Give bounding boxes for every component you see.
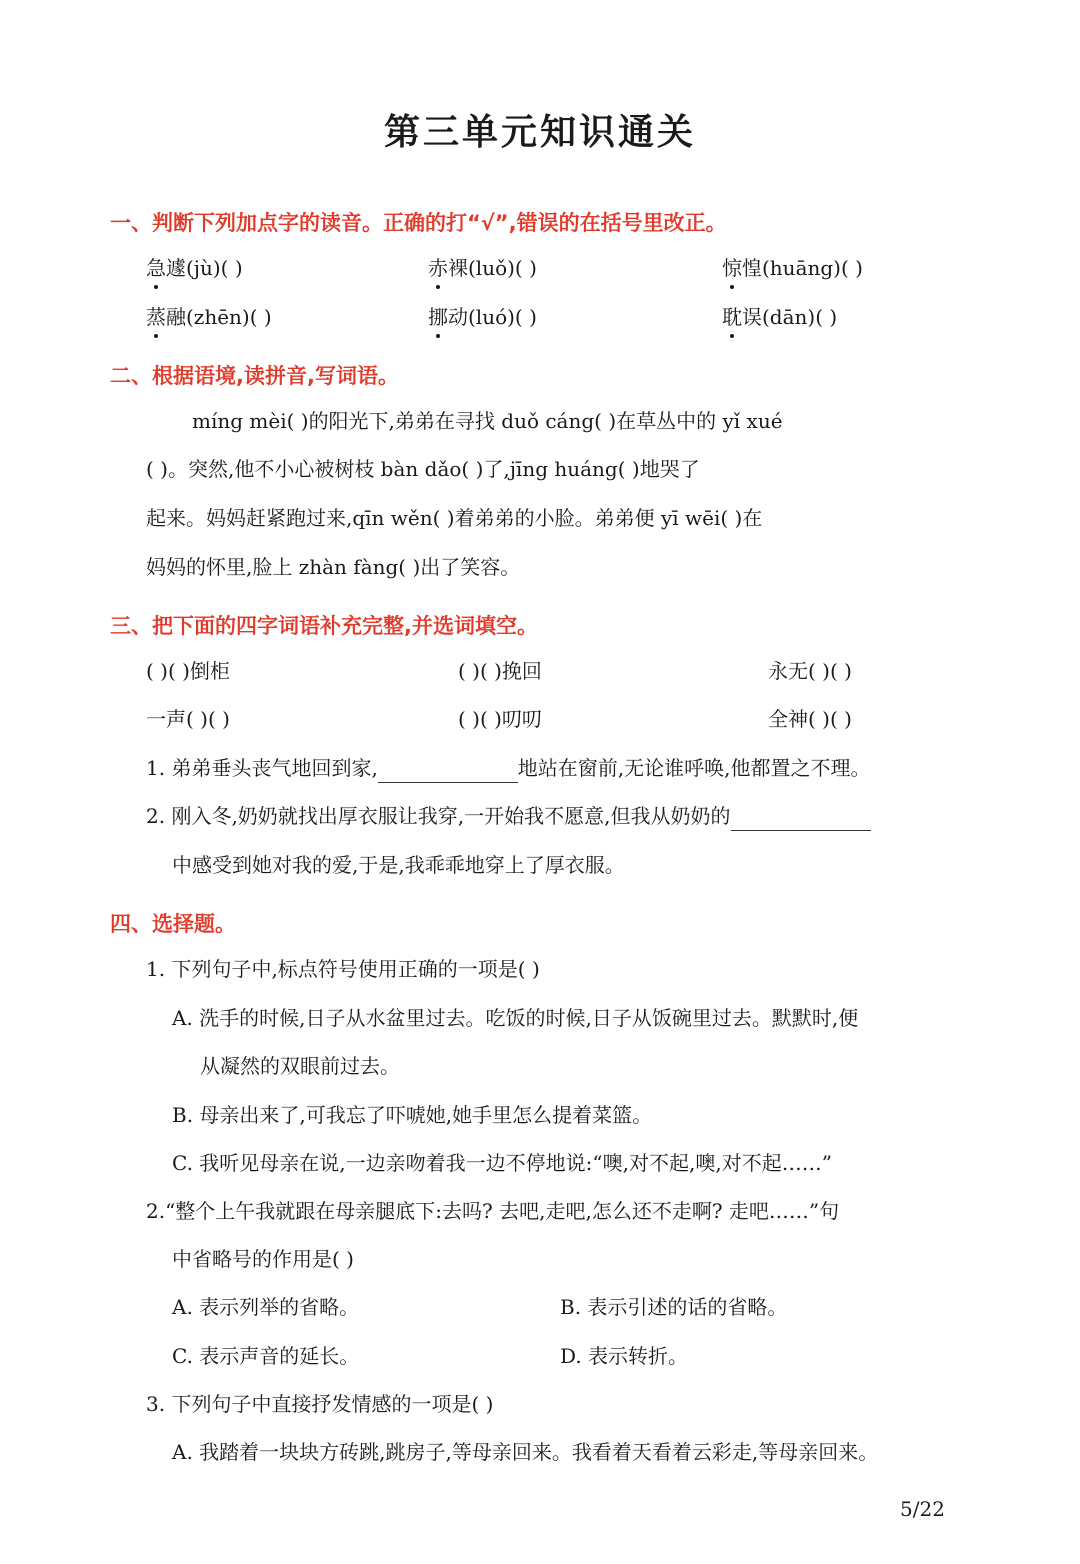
mc-q2-option-c: C. 表示声音的延长。 <box>172 1344 360 1368</box>
mc-question-2: 2.“整个上午我就跟在母亲腿底下:去吗? 去吧,走吧,怎么还不走啊? 走吧……”句 <box>146 1199 840 1223</box>
mc-q1-option-a-cont: 从凝然的双眼前过去。 <box>200 1054 400 1078</box>
mc-question-1: 1. 下列句子中,标点符号使用正确的一项是( ) <box>146 957 540 981</box>
mc-q3-option-a: A. 我踏着一块块方砖跳,跳房子,等母亲回来。我看着天看着云彩走,等母亲回来。 <box>172 1440 879 1464</box>
passage-line-1: míng mèi( )的阳光下,弟弟在寻找 duǒ cáng( )在草丛中的 yǐ xué <box>192 409 783 433</box>
mc-question-2-cont: 中省略号的作用是( ) <box>172 1247 354 1271</box>
mc-q1-option-b: B. 母亲出来了,可我忘了吓唬她,她手里怎么提着菜篮。 <box>172 1103 653 1127</box>
dotted-char: 蒸 <box>146 302 166 332</box>
mc-q1-option-a: A. 洗手的时候,日子从水盆里过去。吃饭的时候,日子从饭碗里过去。默默时,便 <box>172 1006 859 1030</box>
section-3-heading: 三、把下面的四字词语补充完整,并选词填空。 <box>110 614 538 638</box>
dotted-char: 急 <box>146 253 166 283</box>
section-2-heading: 二、根据语境,读拼音,写词语。 <box>110 364 399 388</box>
mc-q2-option-d: D. 表示转折。 <box>560 1344 689 1368</box>
mc-question-3: 3. 下列句子中直接抒发情感的一项是( ) <box>146 1392 494 1416</box>
section-1-heading: 一、判断下列加点字的读音。正确的打“√”,错误的在括号里改正。 <box>110 211 727 235</box>
fill-question-2-cont: 中感受到她对我的爱,于是,我乖乖地穿上了厚衣服。 <box>172 853 625 877</box>
idiom-6: 全神( )( ) <box>768 707 852 731</box>
answer-blank[interactable] <box>731 806 871 831</box>
pinyin-item-1: 急遽(jù)( ) <box>146 253 243 283</box>
pinyin-item-5: 挪动(luó)( ) <box>428 302 537 332</box>
pinyin-item-3: 惊惶(huāng)( ) <box>722 253 863 283</box>
idiom-3: 永无( )( ) <box>768 659 852 683</box>
passage-line-4: 妈妈的怀里,脸上 zhàn fàng( )出了笑容。 <box>146 555 521 579</box>
mc-q2-option-b: B. 表示引述的话的省略。 <box>560 1295 788 1319</box>
mc-q1-option-c: C. 我听见母亲在说,一边亲吻着我一边不停地说:“噢,对不起,噢,对不起……” <box>172 1151 832 1175</box>
fill-question-2: 2. 刚入冬,奶奶就找出厚衣服让我穿,一开始我不愿意,但我从奶奶的 <box>146 801 871 831</box>
section-4-heading: 四、选择题。 <box>110 912 236 936</box>
passage-line-3: 起来。妈妈赶紧跑过来,qīn wěn( )着弟弟的小脸。弟弟便 yī wēi( )在 <box>146 506 763 530</box>
idiom-2: ( )( )挽回 <box>458 659 542 683</box>
pinyin-item-2: 赤裸(luǒ)( ) <box>428 253 537 283</box>
pinyin-item-4: 蒸融(zhēn)( ) <box>146 302 272 332</box>
idiom-1: ( )( )倒柜 <box>146 659 230 683</box>
mc-q2-option-a: A. 表示列举的省略。 <box>172 1295 360 1319</box>
page-number: 5/22 <box>900 1497 945 1521</box>
answer-blank[interactable] <box>378 758 518 783</box>
page-title: 第三单元知识通关 <box>383 111 696 153</box>
idiom-4: 一声( )( ) <box>146 707 230 731</box>
pinyin-item-6: 耽误(dān)( ) <box>722 302 837 332</box>
dotted-char: 耽 <box>722 302 742 332</box>
dotted-char: 挪 <box>428 302 448 332</box>
dotted-char: 赤 <box>428 253 448 283</box>
fill-question-1: 1. 弟弟垂头丧气地回到家, 地站在窗前,无论谁呼唤,他都置之不理。 <box>146 753 871 783</box>
passage-line-2: ( )。突然,他不小心被树枝 bàn dǎo( )了,jīng huáng( )地哭了 <box>146 457 700 481</box>
idiom-5: ( )( )叨叨 <box>458 707 542 731</box>
dotted-char: 惊 <box>722 253 742 283</box>
